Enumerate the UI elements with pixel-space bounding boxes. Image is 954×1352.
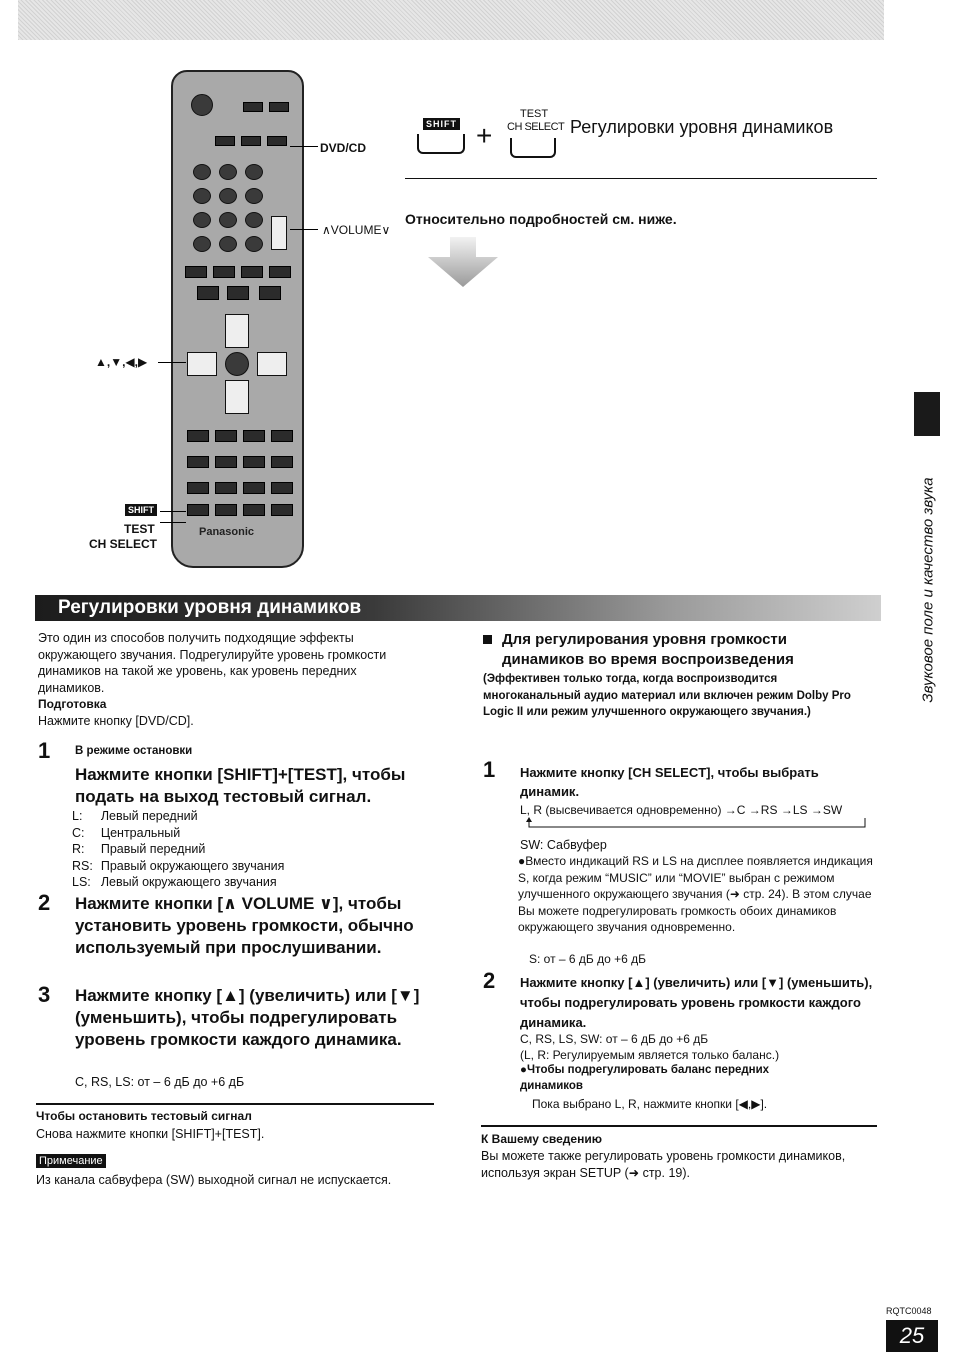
- mode-button-icon: [187, 456, 209, 468]
- num-7-icon: [193, 212, 211, 228]
- prep-text: Нажмите кнопку [DVD/CD].: [38, 713, 194, 728]
- step-2-number: 2: [38, 890, 51, 915]
- arrow-right-key-icon: [257, 352, 287, 376]
- balance-text: Пока выбрано L, R, нажмите кнопки [◀,▶].: [532, 1097, 768, 1111]
- power-button-icon: [191, 94, 213, 116]
- mode-button-icon: [215, 430, 237, 442]
- right-step-2-number: 2: [483, 968, 496, 993]
- sw-label: SW: Сабвуфер: [520, 838, 607, 852]
- channel-table: [72, 808, 292, 891]
- pause-button-icon: [227, 286, 249, 300]
- dvdcd-label: DVD/CD: [320, 141, 367, 155]
- channel-row: [72, 858, 292, 875]
- shift-button-icon: [187, 504, 209, 516]
- plus-sign: +: [476, 120, 493, 151]
- section-title: Регулировки уровня динамиков: [35, 595, 881, 621]
- num-4-icon: [193, 188, 211, 204]
- arrow-down-key-icon: [225, 380, 249, 414]
- header-rule: [405, 178, 877, 179]
- step-1-number: 1: [38, 738, 51, 763]
- test-key-top-label: TEST: [520, 108, 549, 120]
- num-0-icon: [219, 236, 237, 252]
- bullet-s-indicator: ●Вместо индикаций RS и LS на дисплее появляется индикация S, когда режим “MUSIC” или “MOVIE” выбран с режимом улучшенного окружающего звучания (➜ стр. 24). В этом случае Вы можете подрегулировать громкость обоих динамиков окружающего звучания одновременно.: [518, 854, 873, 934]
- mode-button-icon: [187, 430, 209, 442]
- shift-key-icon: [417, 134, 465, 154]
- play-button-icon: [259, 286, 281, 300]
- info-text: Вы можете также регулировать уровень громкости динамиков, используя экран SETUP (➜ стр. 19).: [481, 1149, 846, 1180]
- right-step-1-heading: Нажмите кнопку [CH SELECT], чтобы выбрать динамик.: [520, 765, 819, 799]
- callout-line: [160, 522, 186, 523]
- step-2-range: C, RS, LS, SW: от – 6 дБ до +6 дБ: [520, 1032, 709, 1046]
- loop-arrow-icon: [525, 816, 870, 830]
- stop-button-icon: [197, 286, 219, 300]
- step-2-heading: Нажмите кнопки [∧ VOLUME ∨], чтобы установить уровень громкости, обычно используемый при прослушивании.: [75, 894, 414, 957]
- right-rule: [481, 1125, 877, 1127]
- mode-button-icon: [271, 504, 293, 516]
- header-title: Регулировки уровня динамиков: [570, 117, 834, 137]
- right-condition: (Эффективен только тогда, когда воспроизводится многоканальный аудио материал или включен режим Dolby Pro Logic II или режим улучшенного окружающего звучания.): [483, 673, 851, 718]
- note-badge: [36, 1151, 106, 1169]
- stop-text: Снова нажмите кнопки [SHIFT]+[TEST].: [36, 1127, 265, 1141]
- top-halftone-bar: [18, 0, 884, 40]
- mode-button-icon: [271, 430, 293, 442]
- channel-code: C:: [72, 825, 85, 840]
- detail-note: Относительно подробностей см. ниже.: [405, 211, 677, 227]
- num-10-icon: [193, 236, 211, 252]
- num-plus10-icon: [245, 236, 263, 252]
- channel-code: RS:: [72, 858, 93, 873]
- channel-row: [72, 841, 292, 858]
- right-heading: Для регулирования уровня громкости динамиков во время воспроизведения: [502, 631, 794, 668]
- channel-name: Правый окружающего звучания: [100, 858, 285, 873]
- shift-key-label: SHIFT: [423, 118, 460, 130]
- callout-line: [160, 511, 186, 512]
- mode-button-icon: [271, 456, 293, 468]
- arrow-left-key-icon: [187, 352, 217, 376]
- test-key-icon: [510, 138, 556, 158]
- callout-line: [290, 146, 318, 147]
- channel-name: Левый окружающего звучания: [100, 875, 277, 889]
- volume-label: ∧VOLUME∨: [322, 223, 391, 237]
- callout-line: [290, 229, 318, 230]
- muting-button-icon: [267, 136, 287, 146]
- intro-block: [38, 630, 423, 729]
- step-2-lr-note: (L, R: Регулируемым является только баланс.): [520, 1048, 780, 1062]
- step-3-heading: Нажмите кнопку [▲] (увеличить) или [▼] (уменьшить), чтобы подрегулировать уровень громкости каждого динамика.: [75, 986, 420, 1049]
- num-3-icon: [245, 164, 263, 180]
- mode-button-icon: [215, 482, 237, 494]
- enter-button-icon: [225, 352, 249, 376]
- tape-button-icon: [241, 136, 261, 146]
- skip-back-icon: [185, 266, 207, 278]
- mode-button-icon: [271, 482, 293, 494]
- square-bullet-icon: [483, 633, 495, 645]
- skip-fwd-icon: [213, 266, 235, 278]
- mode-button-icon: [243, 456, 265, 468]
- num-5-icon: [219, 188, 237, 204]
- s-range: S: от – 6 дБ до +6 дБ: [529, 952, 647, 966]
- info-title: К Вашему сведению: [481, 1132, 602, 1146]
- channel-name: Правый передний: [100, 842, 206, 856]
- channel-name: Центральный: [100, 825, 181, 840]
- mode-button-icon: [243, 482, 265, 494]
- echo-button-icon: [269, 102, 289, 112]
- sleep-button-icon: [243, 102, 263, 112]
- footer-code: RQTC0048: [886, 1306, 932, 1316]
- dvdcd-button-icon: [215, 136, 235, 146]
- note-label: Примечание: [36, 1154, 106, 1168]
- channel-row: [72, 874, 292, 891]
- mode-button-icon: [215, 456, 237, 468]
- remote-brand: Panasonic: [199, 526, 255, 538]
- callout-line: [158, 362, 186, 363]
- num-2-icon: [219, 164, 237, 180]
- page-number: 25: [886, 1320, 938, 1352]
- mode-button-icon: [243, 430, 265, 442]
- stop-title: Чтобы остановить тестовый сигнал: [36, 1109, 252, 1123]
- step-1-heading: Нажмите кнопки [SHIFT]+[TEST], чтобы подать на выход тестовый сигнал.: [75, 765, 406, 806]
- chapter-tab-marker: [914, 392, 940, 436]
- channel-row: [72, 808, 292, 825]
- test-key-bottom-label: CH SELECT: [507, 121, 565, 133]
- step-1-mode: В режиме остановки: [75, 745, 193, 757]
- num-6-icon: [245, 188, 263, 204]
- step-3-range: C, RS, LS: от – 6 дБ до +6 дБ: [75, 1075, 245, 1089]
- arrows-label: ▲,▼,◀,▶: [95, 355, 148, 369]
- channel-name: Левый передний: [100, 809, 198, 823]
- num-8-icon: [219, 212, 237, 228]
- mode-button-icon: [187, 482, 209, 494]
- test-button-icon: [215, 504, 237, 516]
- test-label: TEST: [124, 522, 155, 536]
- shift-label: SHIFT: [125, 504, 157, 516]
- down-arrow-icon: [428, 237, 498, 287]
- right-step-1-number: 1: [483, 757, 496, 782]
- mode-button-icon: [243, 504, 265, 516]
- note-text: Из канала сабвуфера (SW) выходной сигнал не испускается.: [36, 1173, 392, 1187]
- channel-code: L:: [72, 809, 83, 823]
- slow-fwd-icon: [269, 266, 291, 278]
- volume-rocker-icon: [271, 216, 287, 250]
- channel-code: R:: [72, 842, 85, 856]
- step-3-number: 3: [38, 982, 51, 1007]
- intro-text: Это один из способов получить подходящие эффекты окружающего звучания. Подрегулируйте уровень громкости динамиков на такой же уровень, как уровень передних динамиков.: [38, 631, 387, 695]
- num-9-icon: [245, 212, 263, 228]
- right-step-2-heading: Нажмите кнопку [▲] (увеличить) или [▼] (уменьшить), чтобы подрегулировать уровень громкости каждого динамика.: [520, 975, 873, 1030]
- slow-back-icon: [241, 266, 263, 278]
- channel-row: [72, 825, 292, 842]
- ch-select-label: CH SELECT: [89, 537, 158, 551]
- num-1-icon: [193, 164, 211, 180]
- channel-code: LS:: [72, 875, 91, 889]
- balance-heading: ●Чтобы подрегулировать баланс передних динамиков: [520, 1064, 770, 1092]
- remote-control-illustration: [171, 70, 304, 568]
- channel-sequence: L, R (высвечивается одновременно) →C →RS →LS →SW: [520, 803, 843, 817]
- side-chapter-title: Звуковое поле и качество звука: [919, 477, 937, 703]
- prep-title: Подготовка: [38, 697, 107, 711]
- arrow-up-key-icon: [225, 314, 249, 348]
- left-rule: [36, 1103, 434, 1105]
